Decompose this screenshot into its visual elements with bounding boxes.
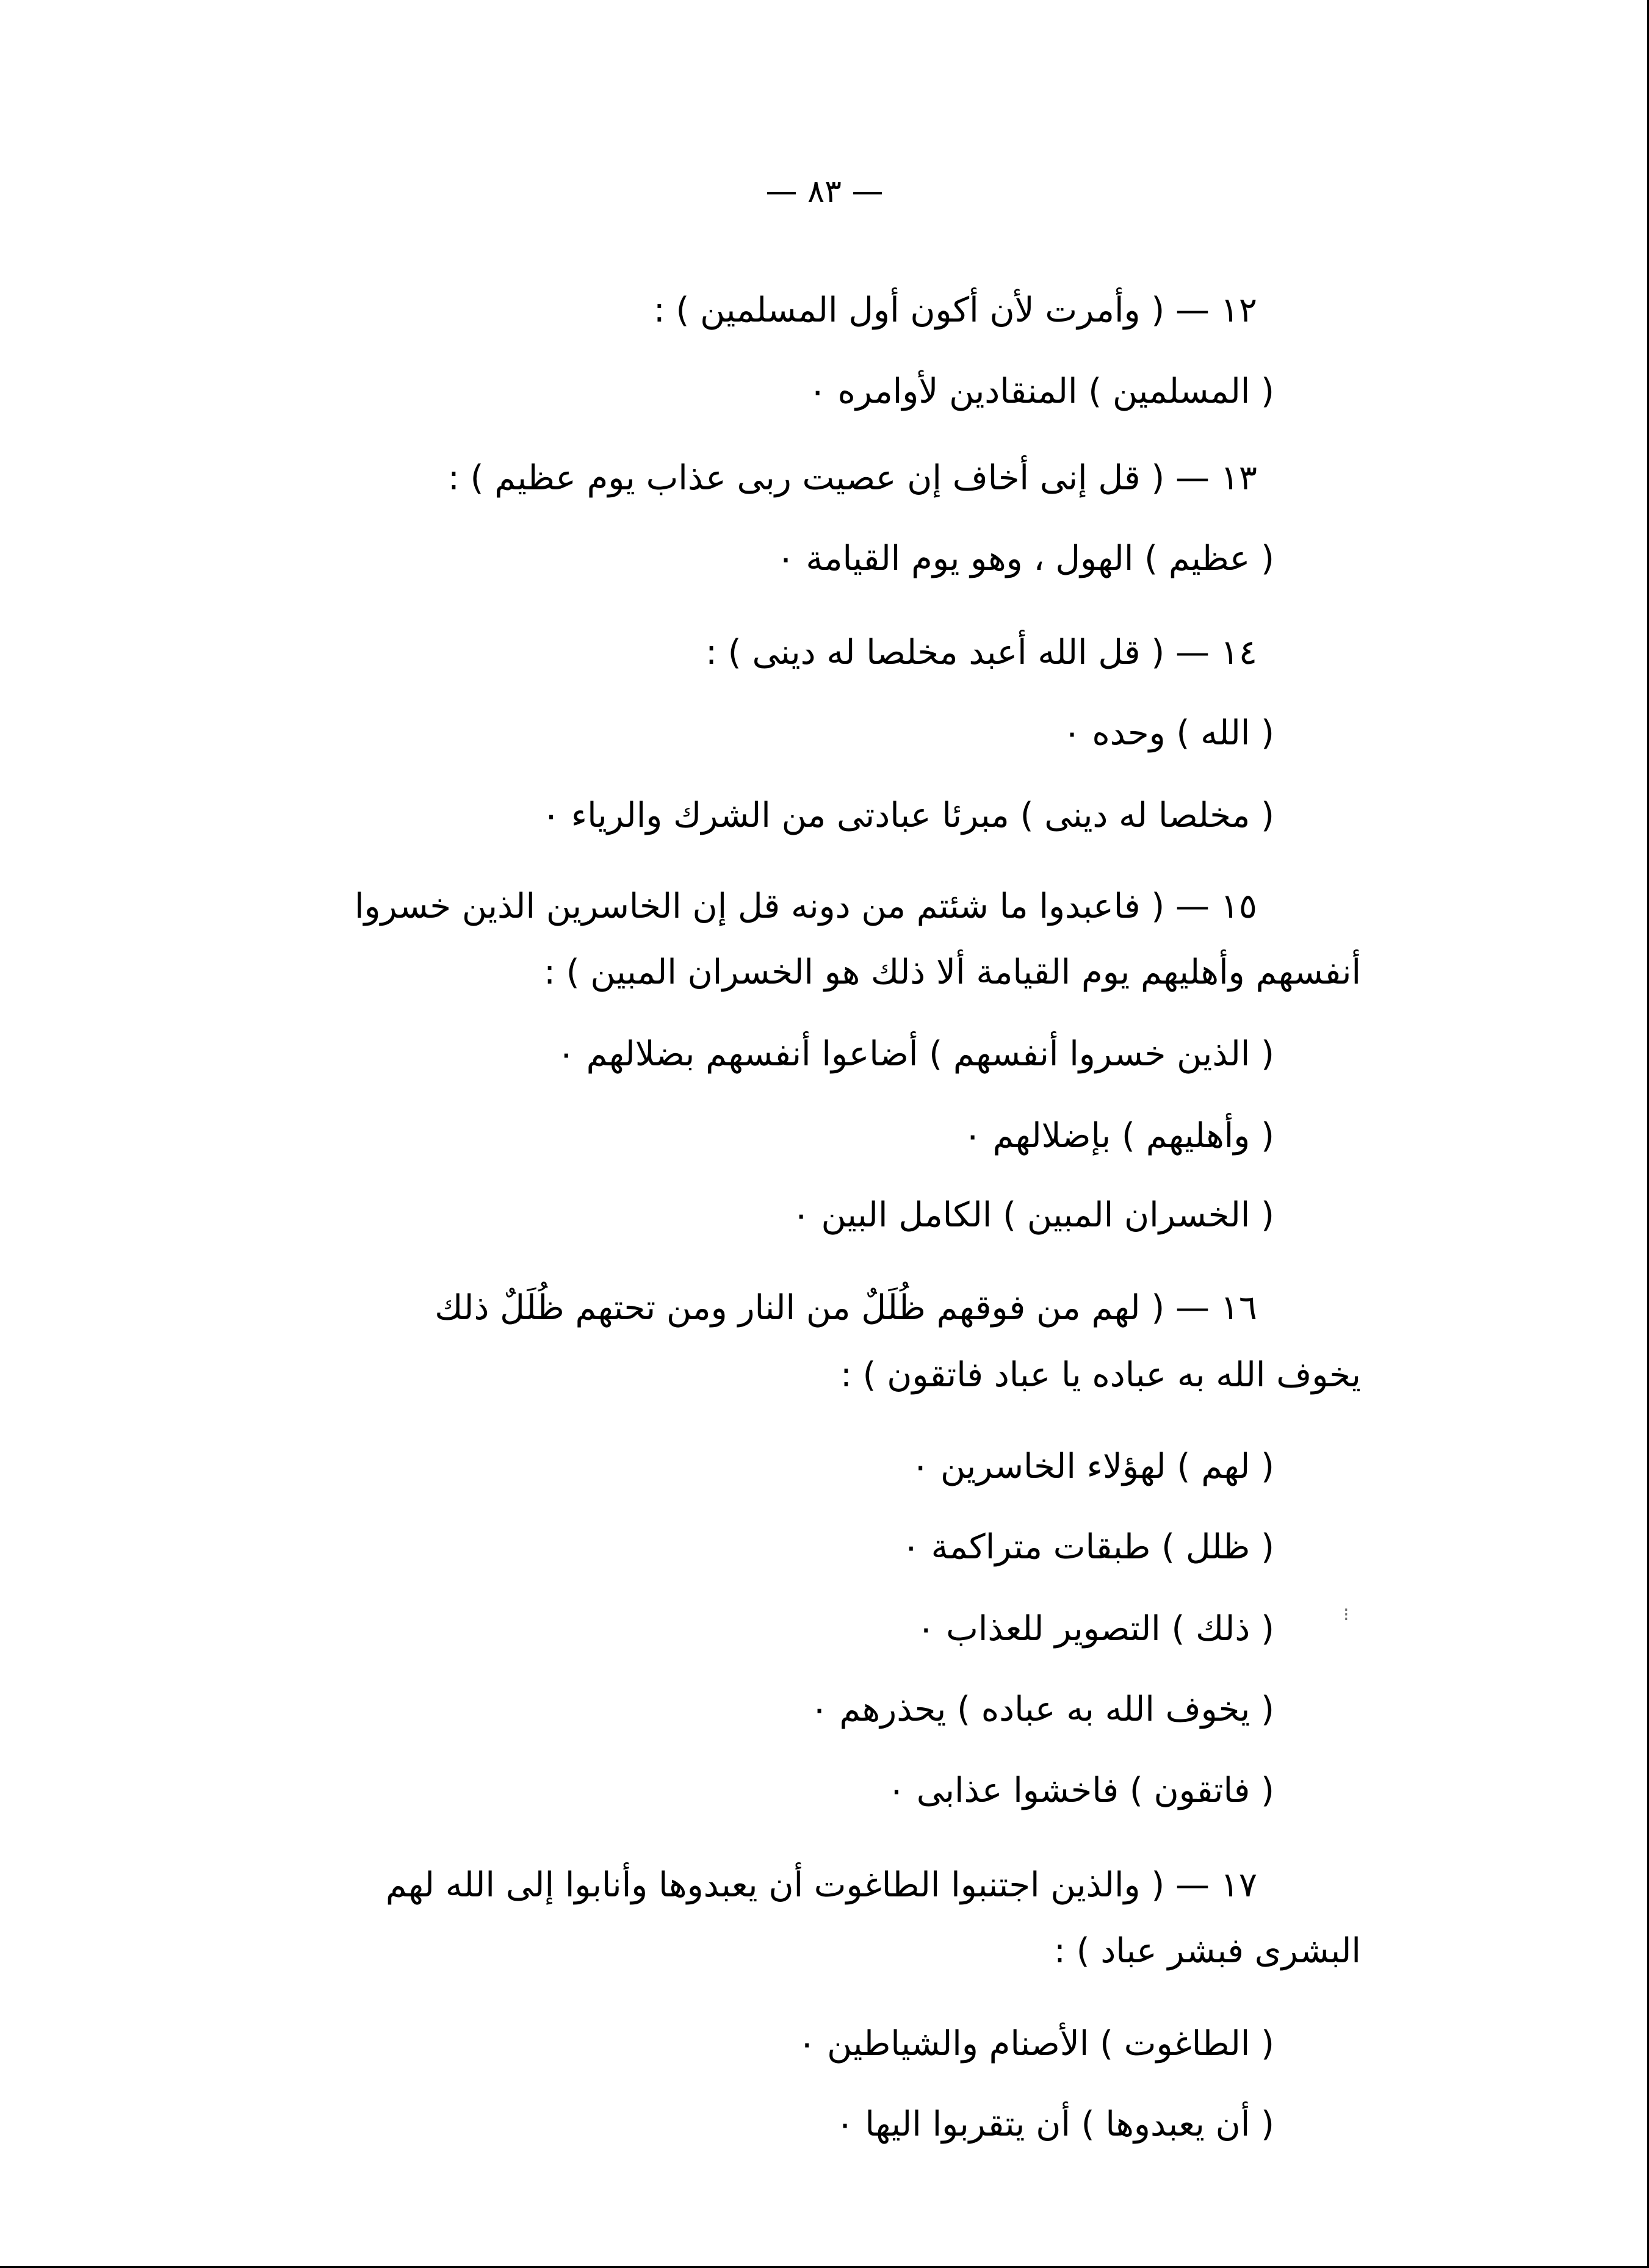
note-16-4: ( يخوف الله به عباده ) يحذرهم ٠ <box>810 1690 1274 1729</box>
page-number: — ٨٣ — <box>765 173 884 210</box>
verse-15-line-1: ١٥ — ( فاعبدوا ما شئتم من دونه قل إن الخاسرين الذين خسروا <box>354 887 1257 926</box>
verse-13: ١٣ — ( قل إنى أخاف إن عصيت ربى عذاب يوم عظيم ) : <box>447 458 1257 498</box>
verse-15-line-2: أنفسهم وأهليهم يوم القيامة ألا ذلك هو الخسران المبين ) : <box>544 952 1361 992</box>
verse-16-line-2: يخوف الله به عباده يا عباد فاتقون ) : <box>840 1355 1361 1395</box>
note-17-2: ( أن يعبدوها ) أن يتقربوا اليها ٠ <box>835 2104 1274 2144</box>
note-14-1: ( الله ) وحده ٠ <box>1063 713 1274 753</box>
note-12-1: ( المسلمين ) المنقادين لأوامره ٠ <box>808 372 1274 411</box>
stray-scan-mark: ⁝ <box>1343 1604 1349 1625</box>
note-15-2: ( وأهليهم ) بإضلالهم ٠ <box>963 1116 1274 1156</box>
note-15-1: ( الذين خسروا أنفسهم ) أضاعوا أنفسهم بضلالهم ٠ <box>557 1034 1274 1074</box>
note-13-1: ( عظيم ) الهول ، وهو يوم القيامة ٠ <box>776 539 1274 578</box>
note-16-3: ( ذلك ) التصوير للعذاب ٠ <box>917 1609 1274 1649</box>
note-15-3: ( الخسران المبين ) الكامل البين ٠ <box>792 1195 1274 1235</box>
note-16-1: ( لهم ) لهؤلاء الخاسرين ٠ <box>911 1447 1274 1486</box>
note-16-2: ( ظلل ) طبقات متراكمة ٠ <box>901 1527 1274 1567</box>
verse-12: ١٢ — ( وأمرت لأن أكون أول المسلمين ) : <box>653 290 1257 330</box>
verse-17-line-1: ١٧ — ( والذين اجتنبوا الطاغوت أن يعبدوها وأنابوا إلى الله لهم <box>385 1865 1257 1905</box>
verse-14: ١٤ — ( قل الله أعبد مخلصا له دينى ) : <box>705 633 1257 672</box>
verse-16-line-1: ١٦ — ( لهم من فوقهم ظُلَلٌ من النار ومن تحتهم ظُلَلٌ ذلك <box>435 1288 1257 1328</box>
note-16-5: ( فاتقون ) فاخشوا عذابى ٠ <box>887 1771 1274 1810</box>
note-17-1: ( الطاغوت ) الأصنام والشياطين ٠ <box>798 2024 1274 2064</box>
note-14-2: ( مخلصا له دينى ) مبرئا عبادتى من الشرك والرياء ٠ <box>541 796 1274 835</box>
verse-17-line-2: البشرى فبشر عباد ) : <box>1054 1931 1361 1971</box>
